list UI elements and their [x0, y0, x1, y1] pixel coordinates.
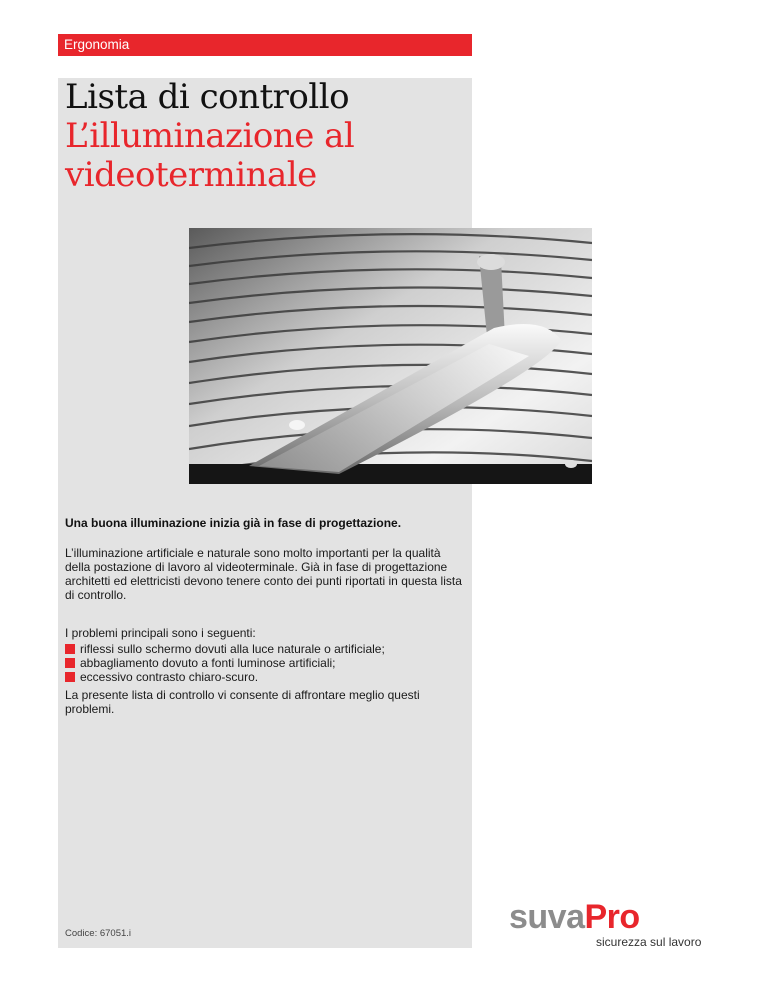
red-square-bullet-icon [65, 658, 75, 668]
document-code: Codice: 67051.i [65, 928, 132, 939]
closing-paragraph: La presente lista di controllo vi consente di affrontare meglio questi problemi. [65, 688, 420, 716]
list-item [65, 656, 465, 670]
logo-part-pro: Pro [584, 898, 640, 936]
content-panel [58, 78, 472, 948]
logo-part-suva: suva [509, 898, 585, 936]
list-item-text: eccessivo contrasto chiaro-scuro. [80, 670, 259, 684]
list-item-text: abbagliamento dovuto a fonti luminose artificiali; [80, 656, 336, 670]
logo-tagline: sicurezza sul lavoro [596, 935, 702, 949]
list-item-text: riflessi sullo schermo dovuti alla luce naturale o artificiale; [80, 642, 385, 656]
category-label: Ergonomia [64, 37, 130, 52]
red-square-bullet-icon [65, 644, 75, 654]
problems-intro: I problemi principali sono i seguenti: [65, 626, 256, 640]
suvapro-logo [509, 898, 640, 936]
red-square-bullet-icon [65, 672, 75, 682]
problems-list [65, 642, 465, 684]
ceiling-lamp-photo [189, 228, 592, 484]
lead-sentence: Una buona illuminazione inizia già in fase di progettazione. [65, 516, 402, 530]
title-line-1: Lista di controllo [65, 77, 350, 117]
page-title [65, 78, 485, 195]
title-line-2: L’illuminazione al videoterminale [65, 116, 355, 195]
category-bar [58, 34, 472, 56]
intro-paragraph: L’illuminazione artificiale e naturale sono molto importanti per la qualità della postazione di lavoro al videoterminale. Già in fase di progettazione architetti ed elettricisti devono tenere conto dei punti riportati in questa lista di controllo. [65, 546, 462, 602]
list-item [65, 670, 465, 684]
list-item [65, 642, 465, 656]
